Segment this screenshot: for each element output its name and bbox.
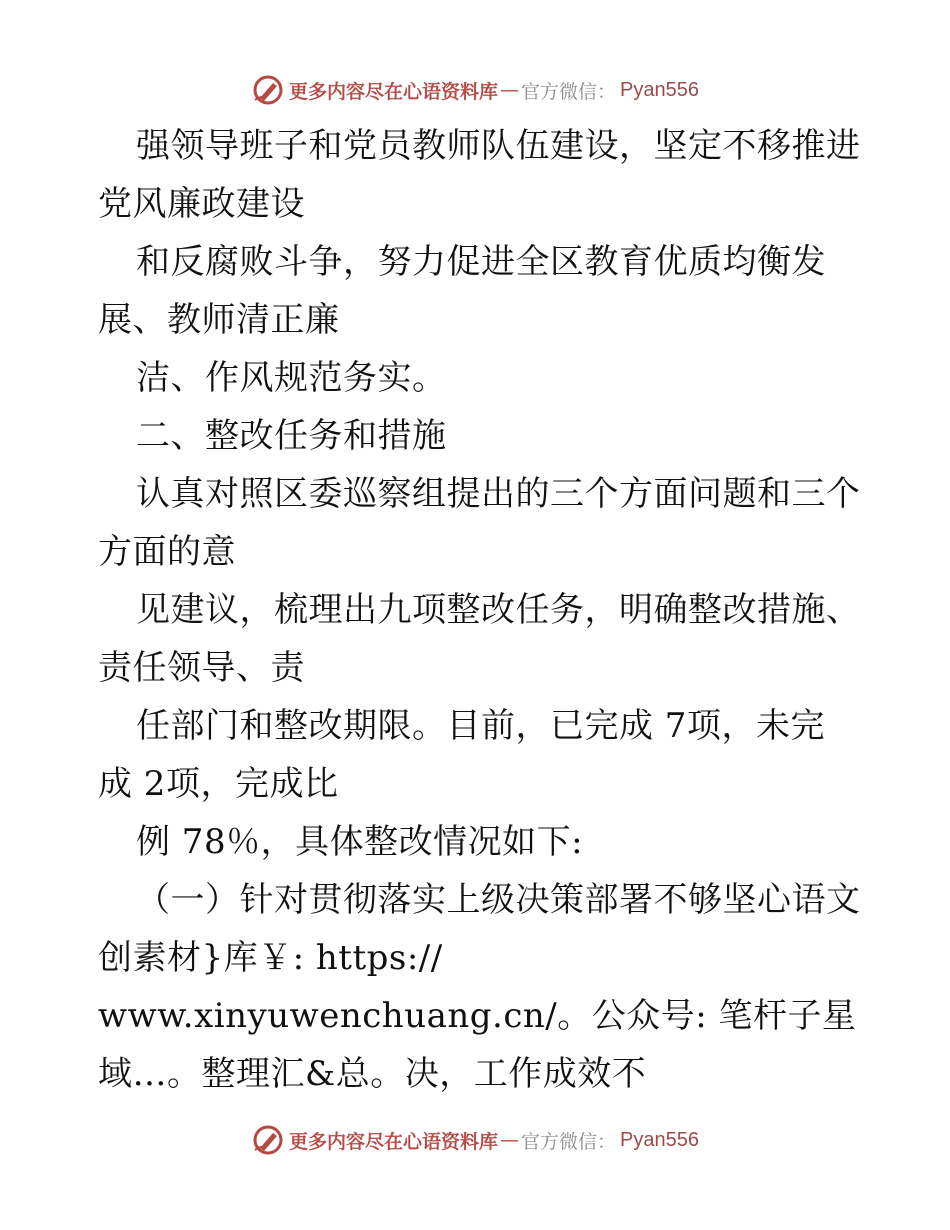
watermark-separator: — <box>500 1129 520 1151</box>
text-line: 认真对照区委巡察组提出的三个方面问题和三个 <box>136 474 861 514</box>
text-line: 展、教师清正廉 <box>98 300 340 340</box>
text-line: 和反腐败斗争，努力促进全区教育优质均衡发 <box>136 242 826 282</box>
text-line: 见建议，梳理出九项整改任务，明确整改措施、 <box>136 590 861 630</box>
text-line: 洁、作风规范务实。 <box>136 358 447 398</box>
watermark-official-label: 官方微信： <box>521 1130 617 1153</box>
text-line: 域…。整理汇&总。决，工作成效不 <box>98 1054 647 1094</box>
pen-logo-icon <box>251 1123 285 1157</box>
pen-logo-icon <box>251 73 285 107</box>
watermark-handle: Pyan556 <box>620 1128 699 1151</box>
text-line: 例 78％，具体整改情况如下: <box>136 822 584 862</box>
watermark-handle: Pyan556 <box>620 78 699 101</box>
watermark-official-label: 官方微信： <box>521 80 617 103</box>
text-line: 任部门和整改期限。目前，已完成 7项，未完 <box>136 706 825 746</box>
header-watermark <box>0 70 950 110</box>
text-line: 党风廉政建设 <box>98 184 305 224</box>
text-line: www.xinyuwenchuang.cn/。公众号: 笔杆子星 <box>98 996 857 1036</box>
text-line: 创素材}库￥: https:// <box>98 938 443 978</box>
text-line: 责任领导、责 <box>98 648 305 688</box>
text-line: 强领导班子和党员教师队伍建设，坚定不移推进 <box>136 126 861 166</box>
section-heading: 二、整改任务和措施 <box>136 416 447 456</box>
text-line: 成 2项，完成比 <box>98 764 339 804</box>
watermark-site-text: 更多内容尽在心语资料库 <box>289 1130 499 1153</box>
watermark-site-text: 更多内容尽在心语资料库 <box>289 80 499 103</box>
text-line: 方面的意 <box>98 532 236 572</box>
watermark-separator: — <box>500 79 520 101</box>
subsection-heading: （一）针对贯彻落实上级决策部署不够坚心语文 <box>136 880 861 920</box>
footer-watermark <box>0 1120 950 1160</box>
